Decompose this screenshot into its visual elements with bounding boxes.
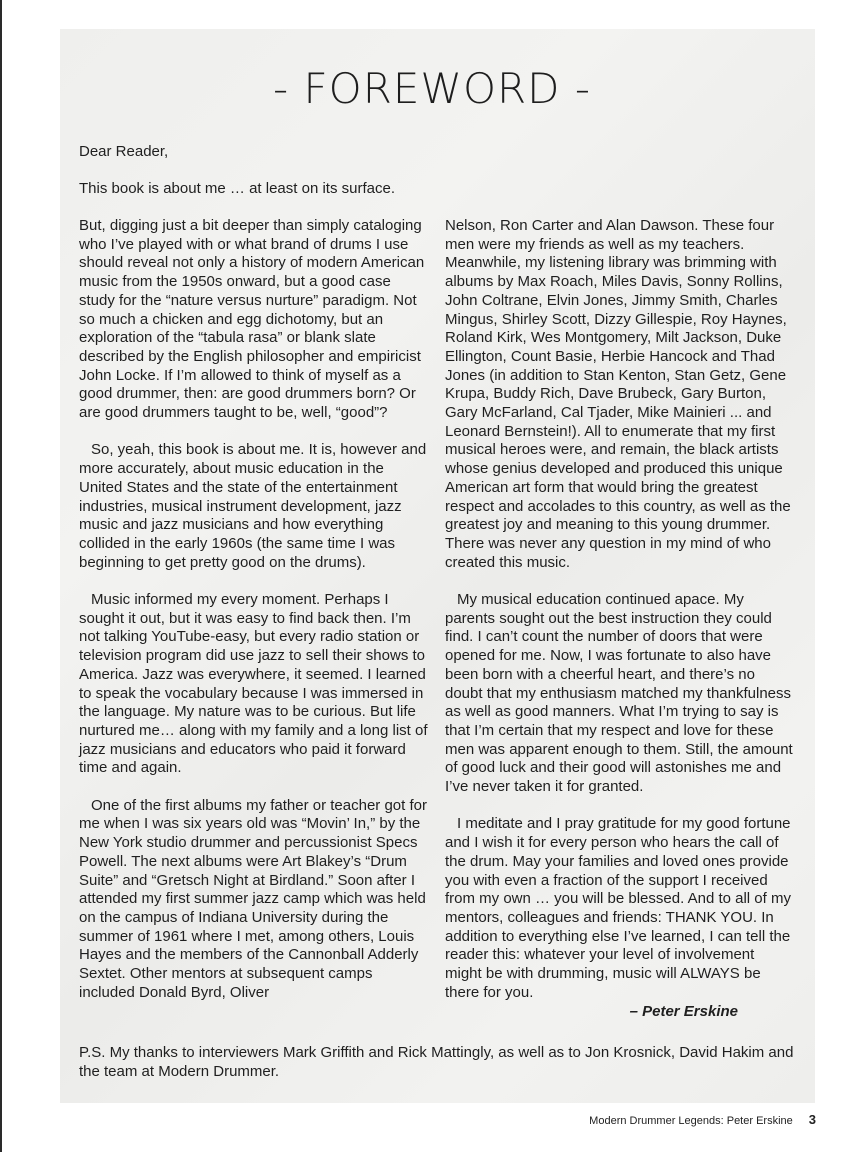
page-footer [589, 1112, 816, 1127]
paragraph: Nelson, Ron Carter and Alan Dawson. These four men were my friends as well as my teachers. Meanwhile, my listening library was brimming with albums by Max Roach, Miles Davis, Sonny Rollins, John Coltrane, Elvin Jones, Jimmy Smith, Charles Mingus, Shirley Scott, Dizzy Gillespie, Roy Haynes, Roland Kirk, Wes Montgomery, Milt Jackson, Duke Ellington, Count Basie, Herbie Hancock and Thad Jones (in addition to Stan Kenton, Stan Getz, Gene Krupa, Buddy Rich, Dave Brubeck, Gary Burton, Gary McFarland, Cal Tjader, Mike Mainieri ... and Leonard Bernstein!). All to enumerate that my first musical heroes were, and remain, the black artists whose genius developed and produced this unique American art form that would bring the greatest respect and accolades to this country, as well as the greatest joy and meaning to this young drummer. There was never any question in my mind of who created this music. [445, 217, 791, 571]
paragraph: One of the first albums my father or teacher got for me when I was six years old was “Movin’ In,” by the New York studio drummer and percussionist Specs Powell. The next albums were Art Blakey’s “Drum Suite” and “Gretsch Night at Birdland.” Soon after I attended my first summer jazz camp which was held on the campus of Indiana University during the summer of 1961 where I met, among others, Louis Hayes and the members of the Cannonball Adderly Sextet. Other mentors at subsequent camps included Donald Byrd, Oliver [79, 796, 427, 1001]
paragraph: My musical education continued apace. My parents sought out the best instruction they could find. I can’t count the number of doors that were opened for me. Now, I was fortunate to also have been born with a cheerful heart, and there’s no doubt that my enthusiasm matched my thankfulness as well as good manners. What I’m trying to say is that I’m certain that my respect and love for these men was apparent enough to them. Still, the amount of good luck and their good will astonishes me and I’ve never taken it for granted. [445, 591, 793, 796]
paragraph: Music informed my every moment. Perhaps I sought it out, but it was easy to find back then. I’m not talking YouTube-easy, but every radio station or television program did use jazz to sell their shows to America. Jazz was everywhere, it seemed. I learned to speak the vocabulary because I was immersed in the language. My nature was to be curious. But life nurtured me… along with my family and a long list of jazz musicians and educators who paid it forward time and again. [79, 591, 428, 777]
salutation: Dear Reader, [79, 143, 169, 160]
left-column [79, 217, 429, 1021]
running-title: Modern Drummer Legends: Peter Erskine [589, 1115, 793, 1127]
paragraph: But, digging just a bit deeper than simply cataloging who I’ve played with or what brand of drums I use should reveal not only a history of modern American music from the 1950s onward, but a good case study for the “nature versus nurture” paradigm. Not so much a chicken and egg dichotomy, but an exploration of the “tabula rasa” or blank slate described by the English philosopher and empiricist John Locke. If I’m allowed to think of myself as a good drummer, then: are good drummers born? Or are good drummers taught to be, well, “good”? [79, 217, 425, 422]
paragraph: So, yeah, this book is about me. It is, however and more accurately, about music education in the United States and the state of the entertainment industries, musical instrument development, jazz music and jazz musicians and how everything collided in the early 1960s (the same time I was beginning to get pretty good on the drums). [79, 441, 427, 571]
intro-paragraph: This book is about me … at least on its surface. [79, 180, 395, 197]
signature: – Peter Erskine [629, 1002, 738, 1020]
page-title: - FOREWORD - [272, 64, 592, 114]
page-edge-line [0, 0, 2, 1152]
postscript: P.S. My thanks to interviewers Mark Griffith and Rick Mattingly, as well as to Jon Krosnick, David Hakim and the team at Modern Drummer. [79, 1044, 794, 1080]
right-column [445, 217, 795, 1021]
page-number: 3 [808, 1112, 816, 1127]
paragraph: I meditate and I pray gratitude for my good fortune and I wish it for every person who hears the call of the drum. May your families and loved ones provide you with even a fraction of the support I received from my own … you will be blessed. And to all of my mentors, colleagues and friends: THANK YOU. In addition to everything else I’ve learned, I can tell the reader this: whatever your level of involvement might be with drumming, music will ALWAYS be there for you. [445, 815, 791, 1001]
